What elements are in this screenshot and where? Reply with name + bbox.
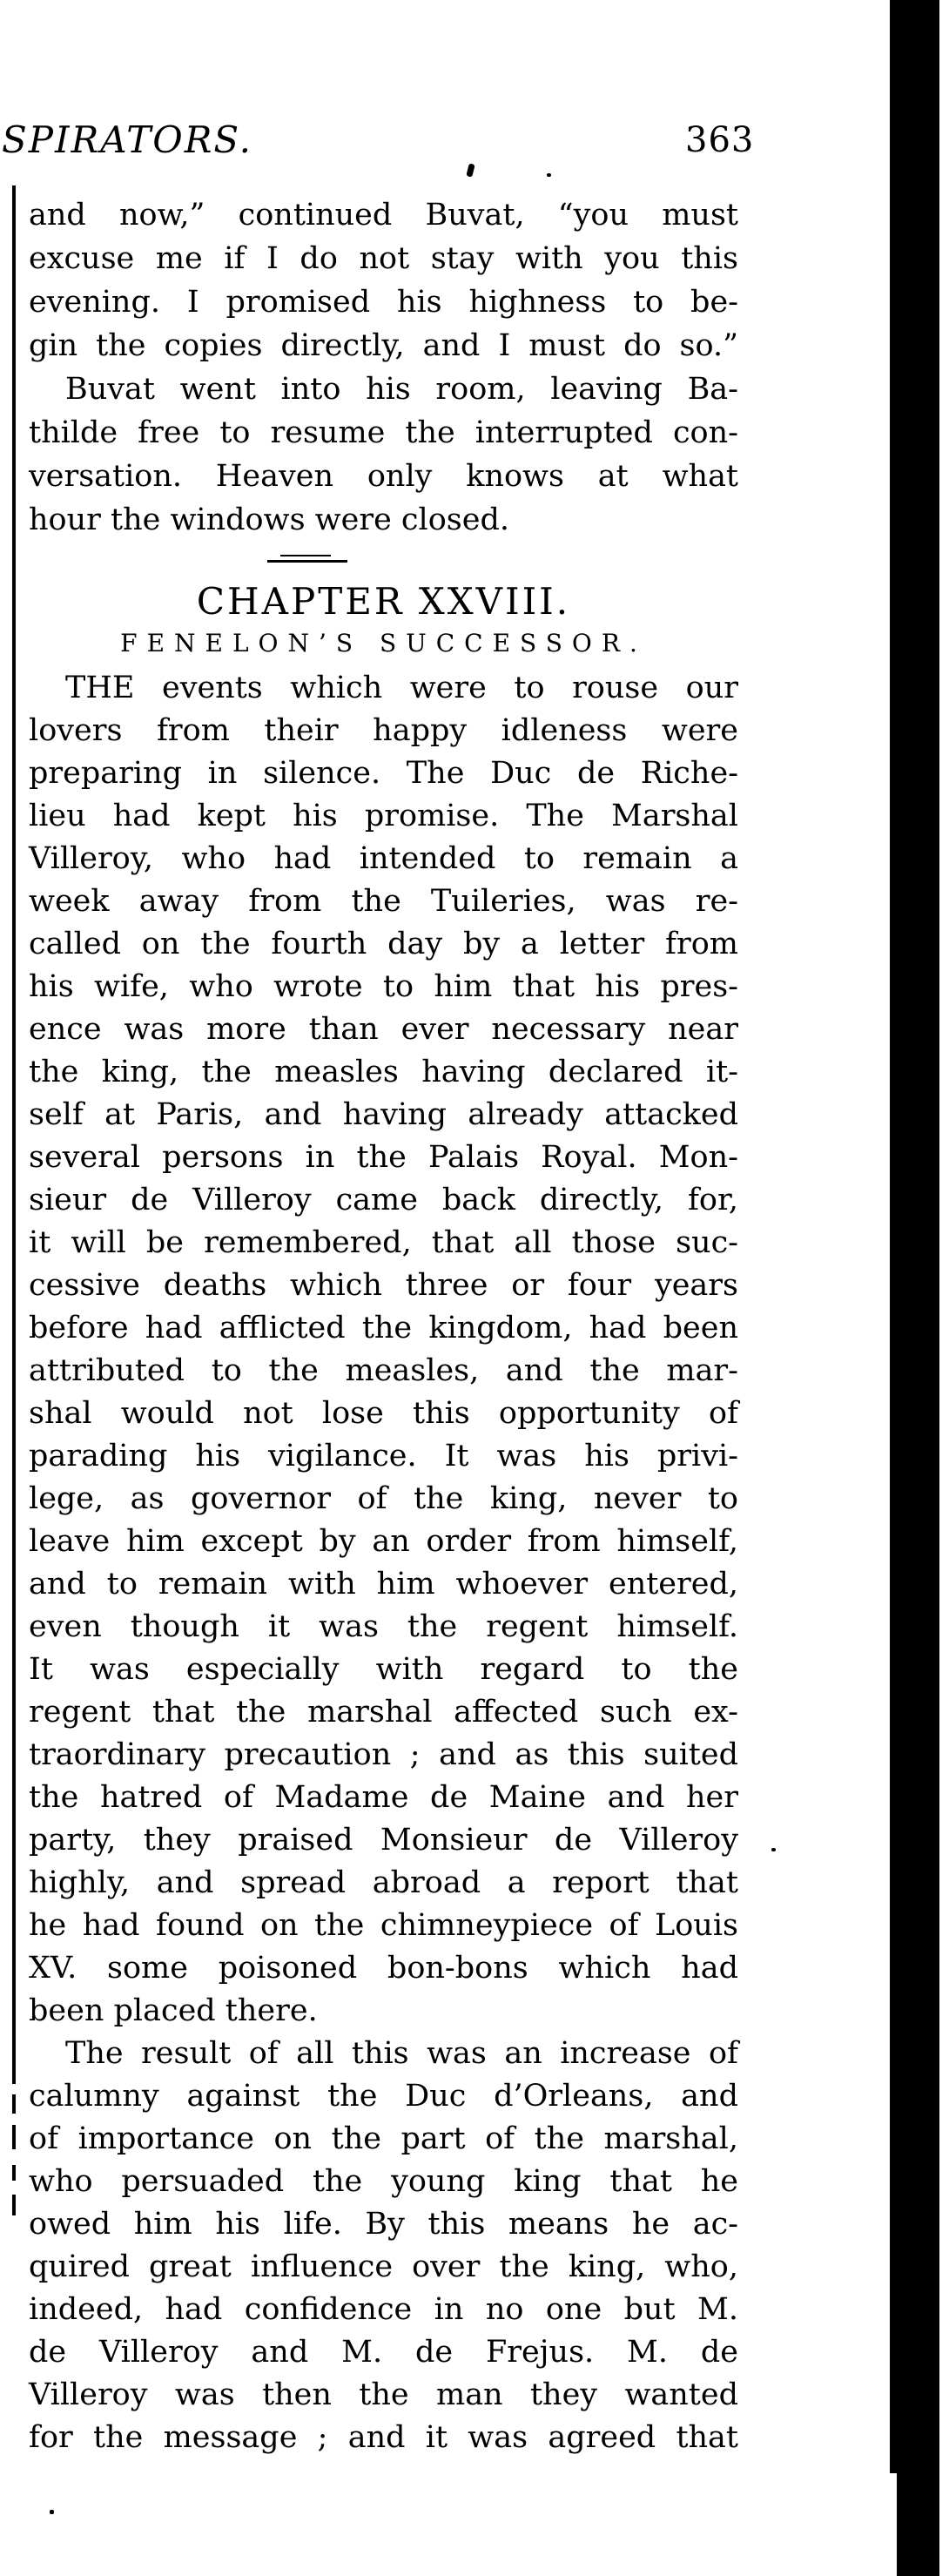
text-line: before had afflicted the kingdom, had been (29, 1311, 738, 1345)
binding-shadow-notch (890, 2473, 897, 2576)
text-line: de Villeroy and M. de Frejus. M. de (29, 2335, 738, 2370)
text-line: week away from the Tuileries, was re- (29, 884, 738, 919)
page-number: 363 (685, 120, 755, 160)
column-rule-dash (12, 2094, 16, 2114)
text-line: and to remain with him whoever entered, (29, 1567, 738, 1602)
column-rule-dash (12, 2165, 16, 2181)
text-line: traordinary precaution ; and as this suited (29, 1737, 738, 1772)
text-line: been placed there. (29, 1993, 318, 2028)
ink-mark (771, 1848, 776, 1851)
text-line: his wife, who wrote to him that his pres- (29, 969, 738, 1004)
text-line: ence was more than ever necessary near (29, 1012, 738, 1047)
chapter-subtitle: FENELON’S SUCCESSOR. (120, 629, 647, 657)
text-line: for the message ; and it was agreed that (29, 2420, 738, 2455)
text-line: calumny against the Duc d’Orleans, and (29, 2079, 738, 2114)
column-rule-dash (12, 2195, 16, 2215)
text-line: thilde free to resume the interrupted con- (29, 415, 738, 450)
binding-shadow-bar (890, 0, 939, 2576)
text-section-before-chapter (29, 193, 738, 542)
text-line: Buvat went into his room, leaving Ba- (65, 372, 738, 407)
ink-mark (547, 173, 551, 177)
chapter-title: CHAPTER XXVIII. (196, 580, 571, 623)
text-line: versation. Heaven only knows at what (29, 459, 738, 494)
column-rule-dash (12, 2125, 16, 2149)
text-line: party, they praised Monsieur de Villeroy (29, 1823, 738, 1858)
running-head: SPIRATORS. (2, 118, 252, 161)
text-line: self at Paris, and having already attacked (29, 1097, 738, 1132)
text-line: it will be remembered, that all those suc- (29, 1225, 738, 1260)
text-line: Villeroy, who had intended to remain a (29, 841, 738, 876)
text-line: owed him his life. By this means he ac- (29, 2207, 738, 2242)
text-section-after-chapter (29, 667, 738, 2459)
text-line: excuse me if I do not stay with you this (29, 241, 738, 276)
column-rule (12, 185, 16, 2084)
text-line: cessive deaths which three or four years (29, 1268, 738, 1303)
text-line: called on the fourth day by a letter from (29, 927, 738, 961)
text-line: Villeroy was then the man they wanted (29, 2377, 738, 2412)
text-line: leave him except by an order from himself, (29, 1524, 738, 1559)
text-line: who persuaded the young king that he (29, 2164, 738, 2199)
section-divider (267, 560, 347, 563)
text-line: lovers from their happy idleness were (29, 713, 738, 748)
text-line: indeed, had confidence in no one but M. (29, 2292, 738, 2327)
text-line: gin the copies directly, and I must do so.” (29, 328, 738, 363)
text-line: shal would not lose this opportunity of (29, 1396, 738, 1431)
text-line: XV. some poisoned bon-bons which had (29, 1951, 738, 1986)
text-line: quired great influence over the king, who, (29, 2249, 738, 2284)
text-line: regent that the marshal affected such ex- (29, 1695, 738, 1730)
text-line: evening. I promised his highness to be- (29, 285, 738, 320)
text-line: hour the windows were closed. (29, 502, 509, 537)
text-line: highly, and spread abroad a report that (29, 1865, 738, 1900)
text-line: sieur de Villeroy came back directly, for, (29, 1183, 738, 1217)
text-line: he had found on the chimneypiece of Louis (29, 1908, 738, 1943)
text-line: several persons in the Palais Royal. Mon- (29, 1140, 738, 1175)
text-line: preparing in silence. The Duc de Riche- (29, 756, 738, 791)
text-line: lege, as governor of the king, never to (29, 1481, 738, 1516)
text-line: parading his vigilance. It was his privi- (29, 1439, 738, 1473)
text-line: of importance on the part of the marshal, (29, 2121, 738, 2156)
text-line: even though it was the regent himself. (29, 1609, 738, 1644)
text-line: The result of all this was an increase of (65, 2036, 738, 2071)
text-line: and now,” continued Buvat, “you must (29, 198, 738, 233)
text-line: It was especially with regard to the (29, 1652, 738, 1687)
text-line: THE events which were to rouse our (65, 671, 738, 705)
text-line: the king, the measles having declared it- (29, 1055, 738, 1089)
text-line: lieu had kept his promise. The Marshal (29, 799, 738, 833)
ink-mark (50, 2510, 54, 2514)
section-divider (280, 555, 331, 556)
ink-mark (466, 163, 474, 177)
text-line: attributed to the measles, and the mar- (29, 1353, 738, 1388)
text-line: the hatred of Madame de Maine and her (29, 1780, 738, 1815)
